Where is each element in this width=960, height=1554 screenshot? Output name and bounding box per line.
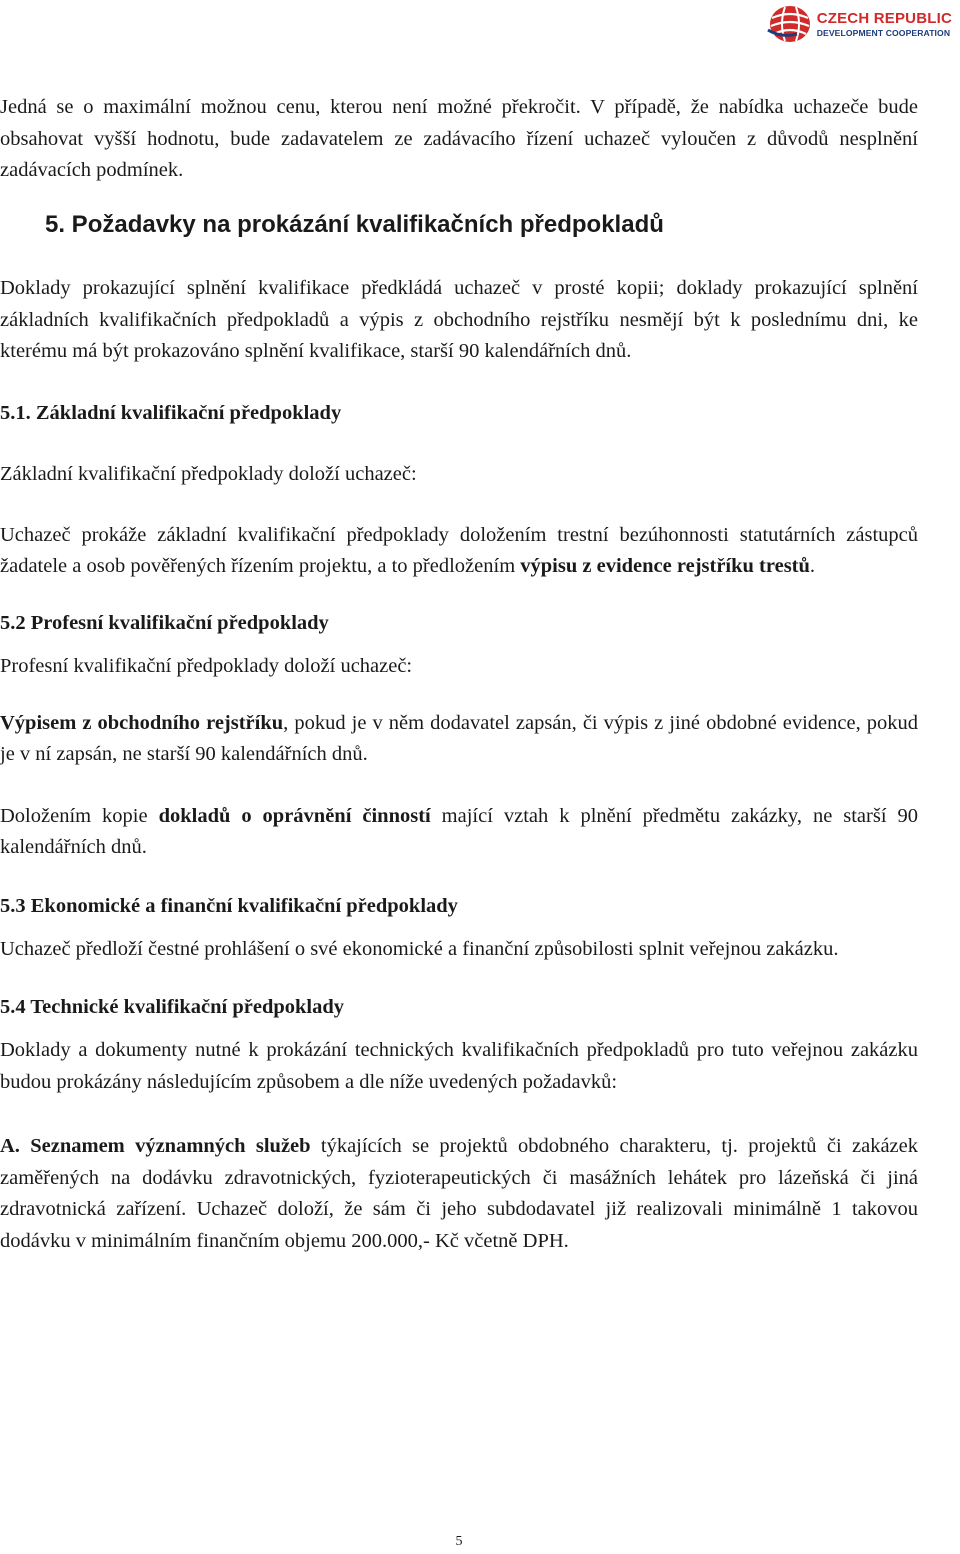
section-5-3-heading: 5.3 Ekonomické a finanční kvalifikační předpoklady (0, 894, 458, 917)
globe-icon (767, 4, 813, 44)
section-5-2-lead: Profesní kvalifikační předpoklady doloží uchazeč: (0, 655, 413, 677)
emphasis: A. Seznamem významných služeb (0, 1135, 311, 1157)
section-5-4-heading: 5.4 Technické kvalifikační předpoklady (0, 995, 345, 1018)
intro-paragraph: Jedná se o maximální možnou cenu, kterou není možné překročit. V případě, že nabídka uchazeče bude obsahovat vyšší hodnotu, bude zadavatelem ze zadávacího řízení uchazeč vyloučen z důvodů nesplnění zadávacích podmínek. (0, 96, 918, 181)
section-5-1-lead: Základní kvalifikační předpoklady doloží uchazeč: (0, 463, 417, 485)
document-body (0, 92, 918, 1257)
section-5-heading: 5. Požadavky na prokázání kvalifikačních předpokladů (45, 210, 664, 238)
section-5-2-paragraph-1: Výpisem z obchodního rejstříku, pokud je v něm dodavatel zapsán, či výpis z jiné obdobné evidence, pokud je v ní zapsán, ne starší 90 kalendářních dnů. (0, 711, 918, 765)
section-5-paragraph: Doklady prokazující splnění kvalifikace předkládá uchazeč v prosté kopii; doklady prokazující splnění základních kvalifikačních předpokladů a výpis z obchodního rejstříku nesmějí být k poslednímu dni, ke kterému má být prokazováno splnění kvalifikace, starší 90 kalendářních dnů. (0, 277, 918, 362)
page-number: 5 (455, 1534, 463, 1549)
logo-subtitle: DEVELOPMENT COOPERATION (816, 27, 951, 38)
emphasis: dokladů o oprávnění činností (158, 804, 431, 827)
section-5-1-heading: 5.1. Základní kvalifikační předpoklady (0, 401, 342, 424)
emphasis: Výpisem z obchodního rejstříku (0, 711, 284, 734)
logo-title: CZECH REPUBLIC (816, 9, 952, 27)
section-5-4-paragraph: Doklady a dokumenty nutné k prokázání technických kvalifikačních předpokladů pro tuto veřejnou zakázku budou prokázány následujícím způsobem a dle níže uvedených požadavků: (0, 1039, 918, 1093)
section-5-4-item-a: A. Seznamem významných služeb týkajících se projektů obdobného charakteru, tj. projektů či zakázek zaměřených na dodávku zdravotnických, fyzioterapeutických či masážních lehátek pro lázeňská či jiná zdravotnická zařízení. Uchazeč doloží, že sám či jeho subdodavatel již realizovali minimálně 1 takovou dodávku v minimálním finančním objemu 200.000,- Kč včetně DPH. (0, 1135, 918, 1252)
section-5-1-paragraph: Uchazeč prokáže základní kvalifikační předpoklady doložením trestní bezúhonnosti statutárních zástupců žadatele a osob pověřených řízením projektu, a to předložením výpisu z evidence rejstříku trestů. (0, 523, 918, 577)
emphasis: výpisu z evidence rejstříku trestů (520, 555, 810, 577)
logo (767, 4, 952, 44)
section-5-2-paragraph-2: Doložením kopie dokladů o oprávnění činností mající vztah k plnění předmětu zakázky, ne starší 90 kalendářních dnů. (0, 804, 918, 858)
section-5-2-heading: 5.2 Profesní kvalifikační předpoklady (0, 611, 329, 634)
section-5-3-paragraph: Uchazeč předloží čestné prohlášení o své ekonomické a finanční způsobilosti splnit veřejnou zakázku. (0, 938, 839, 960)
